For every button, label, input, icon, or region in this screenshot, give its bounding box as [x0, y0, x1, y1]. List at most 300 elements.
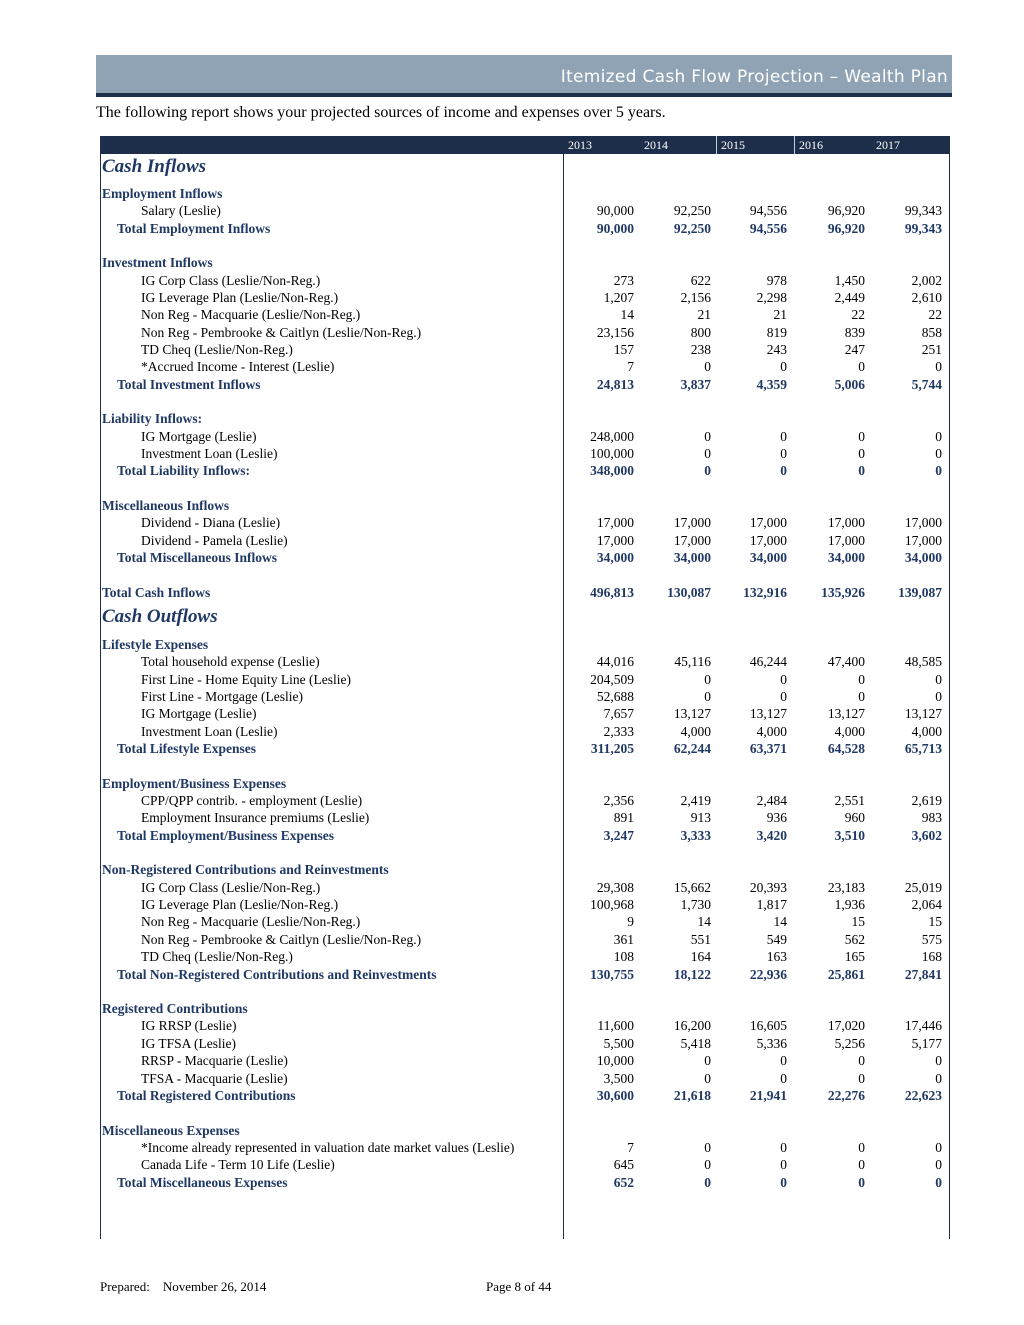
value-cell: 0 [858, 671, 865, 687]
value-cell: 92,250 [673, 203, 711, 219]
table-row [100, 202, 950, 219]
value-cell: 3,500 [603, 1070, 634, 1086]
value-cell: 135,926 [821, 584, 865, 600]
value-cell: 936 [766, 810, 787, 826]
value-cell: 913 [690, 810, 711, 826]
value-cell: 549 [766, 931, 787, 947]
value-cell: 17,000 [827, 532, 865, 548]
row-label: Miscellaneous Inflows [102, 498, 230, 514]
value-cell: 0 [935, 1070, 942, 1086]
value-cell: 10,000 [596, 1053, 634, 1069]
value-cell: 2,064 [911, 897, 942, 913]
table-row [100, 931, 950, 948]
value-cell: 25,019 [904, 879, 942, 895]
table-row [100, 688, 950, 705]
value-cell: 157 [613, 342, 634, 358]
table-row [100, 272, 950, 289]
value-cell: 17,000 [596, 515, 634, 531]
value-cell: 2,610 [911, 290, 942, 306]
row-label: Total Employment/Business Expenses [117, 827, 335, 843]
value-cell: 9 [627, 914, 634, 930]
value-cell: 3,420 [756, 827, 787, 843]
year-header-cell: 2015 [716, 136, 794, 154]
value-cell: 3,510 [834, 827, 865, 843]
value-cell: 22 [928, 307, 942, 323]
table-row [100, 671, 950, 688]
row-label: IG Corp Class (Leslie/Non-Reg.) [141, 272, 321, 288]
group-total-row [100, 376, 950, 393]
value-cell: 0 [935, 671, 942, 687]
value-cell: 0 [704, 671, 711, 687]
value-cell: 0 [704, 446, 711, 462]
value-cell: 2,484 [756, 793, 787, 809]
value-cell: 23,156 [596, 324, 634, 340]
value-cell: 5,500 [603, 1035, 634, 1051]
table-row [100, 445, 950, 462]
value-cell: 1,936 [834, 897, 865, 913]
table-row [100, 324, 950, 341]
section-title: Cash Outflows [102, 606, 218, 628]
value-cell: 645 [613, 1157, 634, 1173]
year-header-cell: 2014 [644, 138, 668, 152]
value-cell: 21 [773, 307, 787, 323]
value-cell: 0 [935, 1157, 942, 1173]
table-right-rule [949, 154, 950, 1239]
prepared-label: Prepared: [100, 1279, 150, 1294]
group-heading [100, 775, 950, 792]
value-cell: 960 [844, 810, 865, 826]
group-heading [100, 1000, 950, 1017]
row-label: Miscellaneous Expenses [102, 1122, 240, 1138]
table-row [100, 358, 950, 375]
value-cell: 90,000 [596, 203, 634, 219]
value-cell: 18,122 [673, 966, 711, 982]
value-cell: 247 [844, 342, 865, 358]
value-cell: 22 [851, 307, 865, 323]
value-cell: 5,744 [911, 376, 942, 392]
value-cell: 0 [780, 671, 787, 687]
value-cell: 2,333 [603, 723, 634, 739]
value-cell: 0 [858, 1070, 865, 1086]
value-cell: 52,688 [596, 689, 634, 705]
value-cell: 63,371 [749, 741, 787, 757]
value-cell: 7 [627, 1139, 634, 1155]
value-cell: 90,000 [596, 220, 634, 236]
value-cell: 0 [935, 1139, 942, 1155]
group-heading [100, 410, 950, 427]
row-label: Canada Life - Term 10 Life (Leslie) [141, 1157, 335, 1173]
group-total-row [100, 549, 950, 566]
value-cell: 62,244 [673, 741, 711, 757]
value-cell: 21 [697, 307, 711, 323]
row-spacer [100, 480, 950, 497]
year-header-cell: 2017 [876, 138, 900, 152]
value-cell: 17,000 [904, 515, 942, 531]
value-cell: 7,657 [603, 706, 634, 722]
value-cell: 108 [613, 949, 634, 965]
value-cell: 0 [704, 463, 711, 479]
row-label: Employment/Business Expenses [102, 775, 287, 791]
value-cell: 94,556 [749, 220, 787, 236]
value-cell: 3,247 [603, 827, 634, 843]
value-cell: 2,619 [911, 793, 942, 809]
value-cell: 0 [858, 428, 865, 444]
value-cell: 29,308 [596, 879, 634, 895]
row-label: Investment Inflows [102, 255, 213, 271]
row-label: Liability Inflows: [102, 411, 203, 427]
row-label: Non-Registered Contributions and Reinvestments [102, 862, 389, 878]
row-label: CPP/QPP contrib. - employment (Leslie) [141, 793, 363, 809]
value-cell: 13,127 [749, 706, 787, 722]
value-cell: 96,920 [827, 220, 865, 236]
row-label: Total Lifestyle Expenses [117, 741, 257, 757]
value-cell: 3,837 [680, 376, 711, 392]
value-cell: 168 [921, 949, 942, 965]
year-header-cell: 2013 [568, 138, 592, 152]
row-label: *Accrued Income - Interest (Leslie) [141, 359, 335, 375]
value-cell: 891 [613, 810, 634, 826]
value-cell: 96,920 [827, 203, 865, 219]
value-cell: 0 [935, 446, 942, 462]
row-label: Non Reg - Pembrooke & Caitlyn (Leslie/Non-Reg.) [141, 324, 422, 340]
table-row [100, 809, 950, 826]
value-cell: 2,156 [680, 290, 711, 306]
value-cell: 0 [935, 1174, 942, 1190]
value-cell: 622 [690, 272, 711, 288]
value-cell: 163 [766, 949, 787, 965]
value-cell: 0 [704, 1139, 711, 1155]
value-cell: 14 [697, 914, 711, 930]
value-cell: 25,861 [827, 966, 865, 982]
value-cell: 0 [780, 1157, 787, 1173]
value-cell: 311,205 [590, 741, 634, 757]
value-cell: 1,207 [603, 290, 634, 306]
value-cell: 46,244 [749, 654, 787, 670]
value-cell: 34,000 [673, 550, 711, 566]
table-row [100, 948, 950, 965]
value-cell: 100,000 [590, 446, 634, 462]
value-cell: 16,605 [749, 1018, 787, 1034]
value-cell: 4,000 [834, 723, 865, 739]
value-cell: 4,359 [756, 376, 787, 392]
value-cell: 0 [858, 359, 865, 375]
value-cell: 47,400 [827, 654, 865, 670]
table-row [100, 896, 950, 913]
table-row [100, 341, 950, 358]
table-row [100, 514, 950, 531]
value-cell: 1,730 [680, 897, 711, 913]
group-total-row [100, 220, 950, 237]
value-cell: 27,841 [904, 966, 942, 982]
row-label: Non Reg - Pembrooke & Caitlyn (Leslie/Non-Reg.) [141, 931, 422, 947]
group-total-row [100, 1087, 950, 1104]
value-cell: 800 [690, 324, 711, 340]
value-cell: 251 [921, 342, 942, 358]
value-cell: 21,941 [749, 1087, 787, 1103]
value-cell: 0 [780, 1070, 787, 1086]
row-label: Salary (Leslie) [141, 203, 221, 219]
value-cell: 4,000 [756, 723, 787, 739]
table-row [100, 723, 950, 740]
table-row [100, 1070, 950, 1087]
row-label: Non Reg - Macquarie (Leslie/Non-Reg.) [141, 914, 361, 930]
value-cell: 0 [935, 1053, 942, 1069]
row-label: Total Non-Registered Contributions and Reinvestments [117, 966, 437, 982]
value-cell: 94,556 [749, 203, 787, 219]
value-cell: 2,419 [680, 793, 711, 809]
value-cell: 17,000 [904, 532, 942, 548]
row-label: Dividend - Pamela (Leslie) [141, 532, 288, 548]
row-spacer [100, 844, 950, 861]
value-cell: 0 [704, 1157, 711, 1173]
header-rule [96, 93, 952, 97]
value-cell: 24,813 [596, 376, 634, 392]
value-cell: 0 [858, 1174, 865, 1190]
value-cell: 0 [935, 463, 942, 479]
value-cell: 14 [620, 307, 634, 323]
group-heading [100, 1122, 950, 1139]
value-cell: 3,333 [680, 827, 711, 843]
row-label: IG Leverage Plan (Leslie/Non-Reg.) [141, 290, 339, 306]
value-cell: 22,276 [827, 1087, 865, 1103]
row-spacer [100, 237, 950, 254]
table-row [100, 306, 950, 323]
value-cell: 100,968 [590, 897, 634, 913]
value-cell: 17,446 [904, 1018, 942, 1034]
row-spacer [100, 983, 950, 1000]
value-cell: 139,087 [898, 584, 942, 600]
group-heading [100, 861, 950, 878]
row-label: *Income already represented in valuation date market values (Leslie) [141, 1139, 515, 1155]
value-cell: 5,418 [680, 1035, 711, 1051]
value-cell: 819 [766, 324, 787, 340]
value-cell: 130,087 [667, 584, 711, 600]
value-cell: 17,000 [827, 515, 865, 531]
value-cell: 562 [844, 931, 865, 947]
value-cell: 2,356 [603, 793, 634, 809]
value-cell: 5,177 [911, 1035, 942, 1051]
value-cell: 1,817 [756, 897, 787, 913]
row-label: Total Cash Inflows [102, 584, 211, 600]
value-cell: 0 [704, 1053, 711, 1069]
value-cell: 34,000 [904, 550, 942, 566]
value-cell: 16,200 [673, 1018, 711, 1034]
value-cell: 7 [627, 359, 634, 375]
row-label: TFSA - Macquarie (Leslie) [141, 1070, 288, 1086]
value-cell: 132,916 [743, 584, 787, 600]
row-label: TD Cheq (Leslie/Non-Reg.) [141, 342, 293, 358]
report-header-band [96, 55, 952, 93]
row-label: RRSP - Macquarie (Leslie) [141, 1053, 288, 1069]
value-cell: 0 [858, 689, 865, 705]
table-row [100, 1052, 950, 1069]
row-label: First Line - Mortgage (Leslie) [141, 689, 303, 705]
row-label: IG Corp Class (Leslie/Non-Reg.) [141, 879, 321, 895]
row-label: Lifestyle Expenses [102, 637, 209, 653]
value-cell: 983 [921, 810, 942, 826]
value-cell: 22,936 [749, 966, 787, 982]
value-cell: 30,600 [596, 1087, 634, 1103]
value-cell: 2,449 [834, 290, 865, 306]
value-cell: 17,000 [596, 532, 634, 548]
value-cell: 92,250 [673, 220, 711, 236]
table-left-rule [100, 154, 101, 1239]
value-cell: 5,336 [756, 1035, 787, 1051]
value-cell: 1,450 [834, 272, 865, 288]
value-cell: 0 [935, 689, 942, 705]
row-label: Total Miscellaneous Inflows [117, 550, 278, 566]
value-cell: 34,000 [749, 550, 787, 566]
value-cell: 5,256 [834, 1035, 865, 1051]
value-cell: 551 [690, 931, 711, 947]
group-total-row [100, 966, 950, 983]
value-cell: 0 [704, 1070, 711, 1086]
row-label: IG Leverage Plan (Leslie/Non-Reg.) [141, 897, 339, 913]
row-label: Total Miscellaneous Expenses [117, 1174, 288, 1190]
value-cell: 4,000 [911, 723, 942, 739]
group-heading [100, 185, 950, 202]
intro-text: The following report shows your projected sources of income and expenses over 5 years. [96, 104, 666, 121]
value-cell: 17,000 [673, 532, 711, 548]
value-cell: 243 [766, 342, 787, 358]
value-cell: 0 [858, 463, 865, 479]
value-cell: 858 [921, 324, 942, 340]
table-row [100, 1139, 950, 1156]
value-cell: 99,343 [904, 220, 942, 236]
value-cell: 17,000 [673, 515, 711, 531]
value-cell: 23,183 [827, 879, 865, 895]
value-cell: 273 [613, 272, 634, 288]
table-body [100, 154, 950, 1208]
group-heading [100, 636, 950, 653]
value-cell: 575 [921, 931, 942, 947]
value-cell: 34,000 [827, 550, 865, 566]
value-cell: 0 [780, 359, 787, 375]
value-cell: 2,002 [911, 272, 942, 288]
row-label: Employment Inflows [102, 186, 223, 201]
row-spacer [100, 566, 950, 583]
table-row [100, 289, 950, 306]
row-label: Total Employment Inflows [117, 220, 271, 236]
value-cell: 0 [780, 1174, 787, 1190]
prepared-date: November 26, 2014 [162, 1279, 267, 1294]
value-cell: 21,618 [673, 1087, 711, 1103]
group-total-row [100, 740, 950, 757]
value-cell: 130,755 [590, 966, 634, 982]
value-cell: 0 [704, 689, 711, 705]
section-title: Cash Inflows [102, 156, 207, 177]
year-header-cell: 2016 [794, 136, 872, 154]
value-cell: 22,623 [904, 1087, 942, 1103]
value-cell: 17,000 [749, 532, 787, 548]
value-cell: 248,000 [590, 428, 634, 444]
row-spacer [100, 757, 950, 774]
table-row [100, 792, 950, 809]
table-row [100, 1017, 950, 1034]
table-row [100, 532, 950, 549]
value-cell: 13,127 [673, 706, 711, 722]
value-cell: 0 [858, 1053, 865, 1069]
value-cell: 0 [704, 359, 711, 375]
table-row [100, 913, 950, 930]
value-cell: 0 [780, 446, 787, 462]
report-title: Itemized Cash Flow Projection – Wealth Plan [560, 67, 948, 87]
footer-page-number: Page 8 of 44 [486, 1279, 552, 1294]
value-cell: 48,585 [904, 654, 942, 670]
row-label: Total Investment Inflows [117, 376, 261, 392]
value-cell: 0 [704, 1174, 711, 1190]
table-row [100, 653, 950, 670]
value-cell: 3,602 [911, 827, 942, 843]
value-cell: 0 [780, 689, 787, 705]
footer-prepared [100, 1279, 266, 1295]
value-cell: 45,116 [674, 654, 711, 670]
value-cell: 15,662 [673, 879, 711, 895]
row-label: Total Registered Contributions [117, 1087, 296, 1103]
group-heading [100, 254, 950, 271]
value-cell: 0 [780, 1053, 787, 1069]
grand-total-row [100, 584, 950, 601]
table-row [100, 428, 950, 445]
value-cell: 0 [780, 463, 787, 479]
value-cell: 0 [780, 428, 787, 444]
value-cell: 496,813 [590, 584, 634, 600]
value-cell: 0 [935, 428, 942, 444]
row-spacer [100, 393, 950, 410]
value-cell: 5,006 [834, 376, 865, 392]
group-total-row [100, 1174, 950, 1191]
row-label: Total household expense (Leslie) [141, 654, 320, 670]
group-total-row [100, 462, 950, 479]
value-cell: 164 [690, 949, 711, 965]
row-label: IG RRSP (Leslie) [141, 1018, 237, 1034]
value-cell: 839 [844, 324, 865, 340]
value-cell: 4,000 [680, 723, 711, 739]
row-label: Employment Insurance premiums (Leslie) [141, 810, 370, 826]
value-cell: 11,600 [597, 1018, 634, 1034]
table-row [100, 1156, 950, 1173]
value-cell: 204,509 [590, 671, 634, 687]
row-label: TD Cheq (Leslie/Non-Reg.) [141, 949, 293, 965]
row-label: IG Mortgage (Leslie) [141, 428, 257, 444]
row-label: Investment Loan (Leslie) [141, 446, 278, 462]
value-cell: 0 [858, 446, 865, 462]
row-spacer [100, 1104, 950, 1121]
value-cell: 2,551 [834, 793, 865, 809]
group-heading [100, 497, 950, 514]
value-cell: 0 [858, 1139, 865, 1155]
value-cell: 65,713 [904, 741, 942, 757]
value-cell: 348,000 [590, 463, 634, 479]
value-cell: 64,528 [827, 741, 865, 757]
year-header-bar [100, 136, 950, 154]
value-cell: 17,000 [749, 515, 787, 531]
value-cell: 0 [780, 1139, 787, 1155]
value-cell: 0 [858, 1157, 865, 1173]
table-row [100, 879, 950, 896]
value-cell: 17,020 [827, 1018, 865, 1034]
value-cell: 978 [766, 272, 787, 288]
row-label: Non Reg - Macquarie (Leslie/Non-Reg.) [141, 307, 361, 323]
row-label: Total Liability Inflows: [117, 463, 251, 479]
value-cell: 13,127 [904, 706, 942, 722]
table-row [100, 1035, 950, 1052]
value-cell: 14 [773, 914, 787, 930]
cash-flow-table [100, 136, 950, 1208]
row-label: Dividend - Diana (Leslie) [141, 515, 281, 531]
value-cell: 361 [613, 931, 634, 947]
value-cell: 165 [844, 949, 865, 965]
